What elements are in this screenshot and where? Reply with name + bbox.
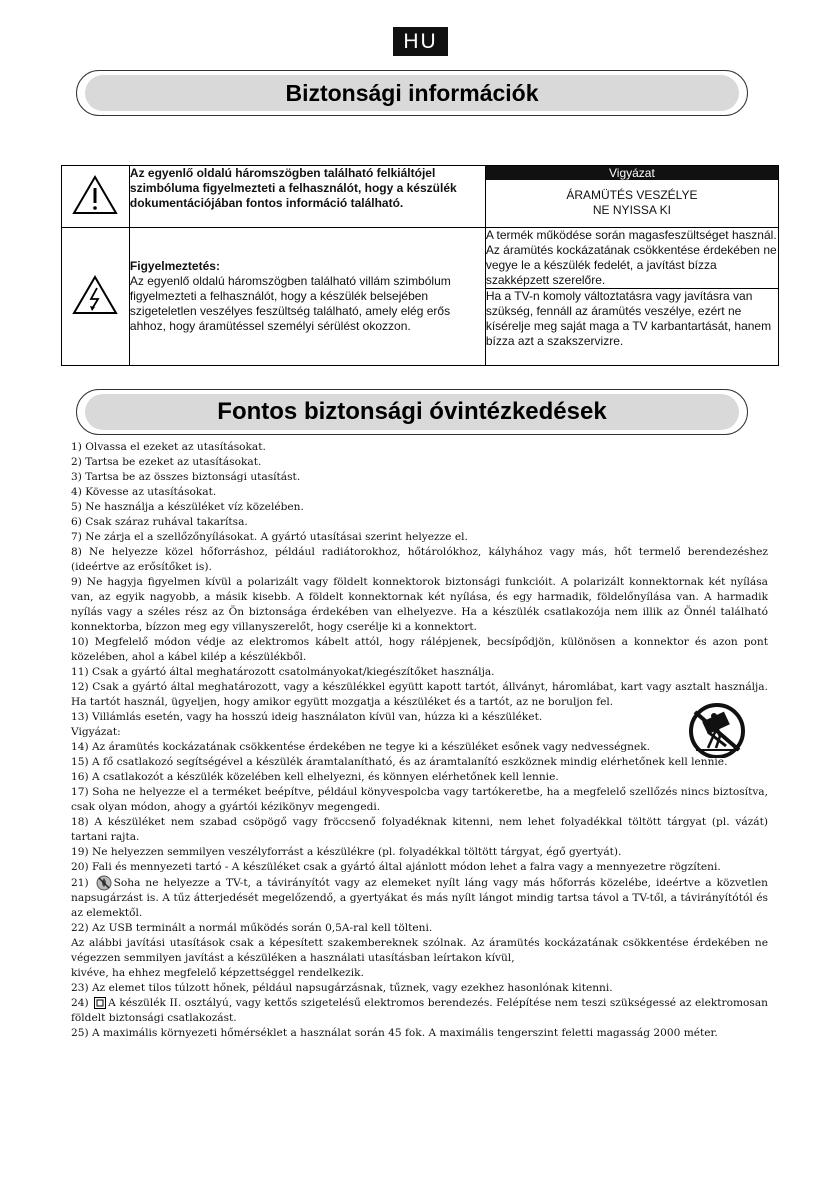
- list-item: 5) Ne használja a készüléket víz közelében.: [71, 501, 304, 513]
- list-item: 7) Ne zárja el a szellőzőnyílásokat. A gyártó utasításai szerint helyezze el.: [71, 531, 468, 543]
- item-21-text: Soha ne helyezze a TV-t, a távirányítót vagy az elemeket nyílt láng vagy más hőforrás közelébe, ideértve a közvetlen napsugárzást is. A tűz átterjedését megelőzendő, a gyertyákat és más nyílt lángot mindig tartsa távol a TV-től, a távirányítótól és az elemektől.: [71, 877, 768, 919]
- danger-line-1: ÁRAMÜTÉS VESZÉLYE: [566, 188, 698, 202]
- section-banner-precautions: [76, 389, 748, 435]
- list-item: 11) Csak a gyártó által meghatározott csatolmányokat/kiegészítőket használja.: [71, 666, 495, 678]
- caution-cell: [485, 166, 778, 228]
- list-item: 16) A csatlakozót a készülék közelében kell elhelyezni, és könnyen elérhetőnek kell lennie.: [71, 771, 559, 783]
- list-item-21: [71, 875, 768, 921]
- danger-line-2: NE NYISSA KI: [592, 203, 671, 217]
- section-title-safety-info: Biztonsági információk: [85, 75, 739, 111]
- list-item-24: [71, 996, 768, 1026]
- list-item: 19) Ne helyezzen semmilyen veszélyforrást a készülékre (pl. folyadékkal töltött tárgyat, égő gyertyát).: [71, 846, 622, 858]
- lightning-triangle-icon: [72, 274, 118, 316]
- list-item: Az alábbi javítási utasítások csak a képesített szakembereknek szólnak. Az áramütés kockázatának csökkentése érdekében ne végezzen semmilyen javítást a készüléken a használati utasításban leírtakon kívül,: [71, 937, 768, 964]
- list-item: 22) Az USB terminált a normál működés során 0,5A-ral kell tölteni.: [71, 922, 433, 934]
- double-insulation-icon: [94, 997, 106, 1009]
- list-item: 2) Tartsa be ezeket az utasításokat.: [71, 456, 262, 468]
- danger-notice: [486, 180, 778, 218]
- precaution-list: [71, 440, 768, 1041]
- list-item: kivéve, ha ehhez megfelelő képzettséggel rendelkezik.: [71, 967, 364, 979]
- list-item: Vigyázat:: [71, 726, 121, 738]
- list-item: 4) Kövesse az utasításokat.: [71, 486, 217, 498]
- warning-description: Az egyenlő oldalú háromszögben található villám szimbólum figyelmezteti a felhasználót, hogy a készülék belsejében szigeteletlen veszélyes feszültség található, amely elég erős ahhoz, hogy áramütéssel személyi sérülést okozzon.: [129, 274, 451, 333]
- no-flame-icon: [96, 875, 112, 891]
- list-item: 12) Csak a gyártó által meghatározott, vagy a készülékkel együtt kapott tartót, állványt, háromlábat, kart vagy asztalt használja. Ha tartót használ, ügyeljen, hogy amikor együtt mozgatja a készüléket és a tartót, az ne boruljon fel.: [71, 681, 768, 708]
- warning-cell: [129, 228, 485, 366]
- cart-tip-over-warning-icon: [686, 702, 748, 758]
- list-item: 3) Tartsa be az összes biztonsági utasítást.: [71, 471, 301, 483]
- list-item: 23) Az elemet tilos túlzott hőnek, például napsugárzásnak, tűznek, vagy ezekhez hasonlónak kitenni.: [71, 982, 613, 994]
- caution-header: Vigyázat: [486, 166, 778, 180]
- lightning-cell: [62, 228, 130, 366]
- item-24-number: 24): [71, 997, 89, 1009]
- item-21-number: 21): [71, 877, 89, 889]
- list-item: 9) Ne hagyja figyelmen kívül a polarizált vagy földelt konnektorok biztonsági funkcióit. A polarizált konnektornak két nyílása van, az egyik nagyobb, a másik kisebb. A földelt konnektornak két nyílása, és egy harmadik, földelőnyílása van. A harmadik nyílás vagy a széles rész az Ön biztonsága érdekében van elhelyezve. Ha a készülék csatlakozója nem illik az Önnél található konnektorba, bízzon meg egy villanyszerelőt, hogy cserélje ki a konnektort.: [71, 576, 768, 633]
- list-item: 13) Villámlás esetén, vagy ha hosszú ideig használaton kívül van, húzza ki a készüléket.: [71, 711, 543, 723]
- warning-label: Figyelmeztetés:: [129, 259, 220, 273]
- list-item: 25) A maximális környezeti hőmérséklet a használat során 45 fok. A maximális tengerszint feletti magasság 2000 méter.: [71, 1027, 718, 1039]
- list-item: 6) Csak száraz ruhával takarítsa.: [71, 516, 248, 528]
- list-item: 8) Ne helyezze közel hőforráshoz, például radiátorokhoz, hőtárolókhoz, kályhához vagy más, hőt termelő berendezéshez (ideértve az erősítőket is).: [71, 546, 768, 573]
- warning-table: [61, 165, 779, 366]
- list-item: 14) Az áramütés kockázatának csökkentése érdekében ne tegye ki a készüléket esőnek vagy nedvességnek.: [71, 741, 651, 753]
- language-badge: HU: [393, 27, 448, 56]
- exclamation-description: Az egyenlő oldalú háromszögben található felkiáltójel szimbóluma figyelmezteti a felhasználót, hogy a készülék dokumentációjában fontos információ található.: [129, 166, 485, 228]
- list-item: 20) Fali és mennyezeti tartó - A készüléket csak a gyártó által ajánlott módon lehet a falra vagy a mennyezetre rögzíteni.: [71, 861, 721, 873]
- list-item: 15) A fő csatlakozó segítségével a készülék áramtalanítható, és az áramtalanító eszköznek mindig elérhetőnek kell lennie.: [71, 756, 728, 768]
- list-item: 10) Megfelelő módon védje az elektromos kábelt attól, hogy rálépjenek, becsípődjön, különösen a konnektor és azon pont közelében, ahol a kábel kilép a készülékből.: [71, 636, 768, 663]
- item-24-text: A készülék II. osztályú, vagy kettős szigetelésű elektromos berendezés. Felépítése nem teszi szükségessé az elektromosan földelt biztonsági csatlakozást.: [71, 997, 768, 1024]
- list-item: 18) A készüléket nem szabad csöpögő vagy fröccsenő folyadéknak kitenni, nem lehet folyadékkal töltött tárgyat (pl. vázát) tartani rajta.: [71, 816, 768, 843]
- service-notice: Ha a TV-n komoly változtatásra vagy javításra van szükség, fennáll az áramütés veszélye, ezért ne kísérelje meg saját maga a TV karbantartását, hanem bízza azt a szakszervizre.: [485, 289, 778, 366]
- list-item: 17) Soha ne helyezze el a terméket beépítve, például könyvespolcba vagy tartókeretbe, ha a megfelelő szellőzés nincs biztosítva, csak olyan módon, ahogy a gyártói kézikönyv megengedi.: [71, 786, 768, 813]
- section-title-precautions: Fontos biztonsági óvintézkedések: [85, 394, 739, 430]
- exclamation-triangle-icon: [72, 174, 118, 216]
- high-voltage-notice: A termék működése során magasfeszültséget használ. Az áramütés kockázatának csökkentése érdekében ne vegye le a készülék fedelét, a javítást bízza szakképzett szerelőre.: [485, 228, 777, 287]
- list-item: 1) Olvassa el ezeket az utasításokat.: [71, 441, 266, 453]
- section-banner-safety-info: [76, 70, 748, 116]
- exclamation-cell: [62, 166, 130, 228]
